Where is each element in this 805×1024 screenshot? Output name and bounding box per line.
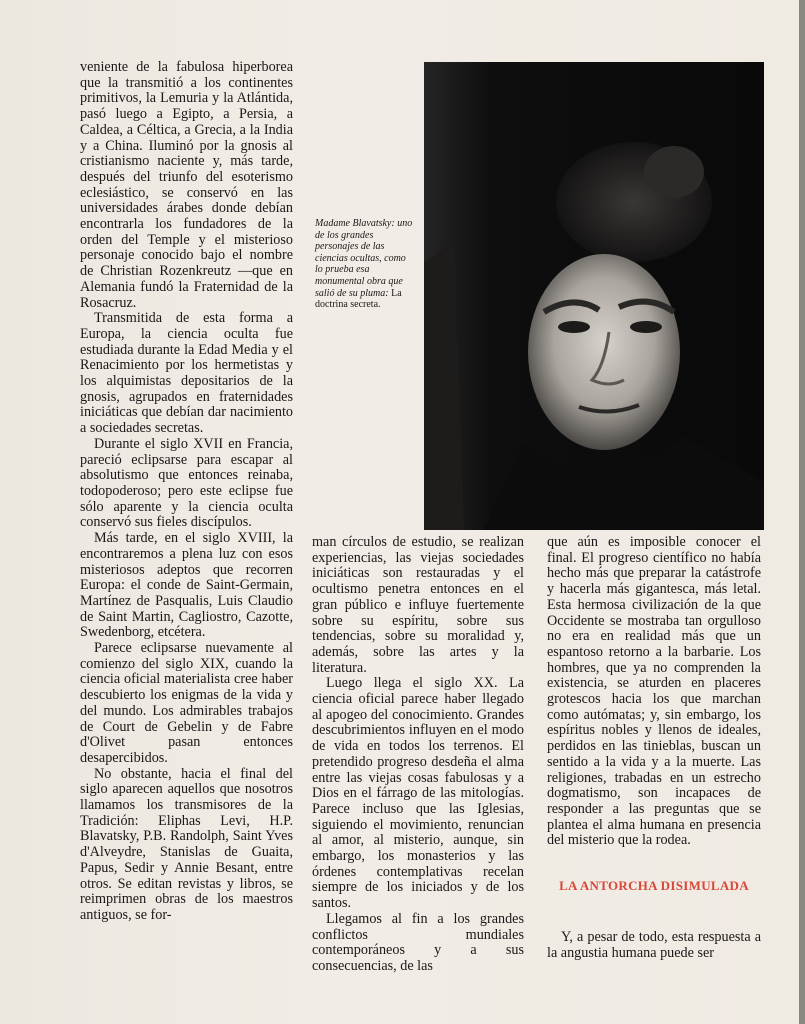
paragraph: veniente de la fabulosa hiperborea que la transmitió a los continentes primitivos, la Lemuria y la Atlántida, pasó luego a Egipto, a Persia, a Caldea, a Céltica, a Grecia, a la India y a China. Iluminó por la gnosis al cristianismo naciente y, más tarde, después del triunfo del esoterismo eclesiástico, se conservó en las universidades árabes donde debían encontrarla los fundadores de la orden del Temple y el misterioso personaje conocido bajo el nombre de Christian Rozenkreutz —que en Alemania fundó la Fraternidad de la Rosacruz. bbox=[80, 59, 293, 311]
caption-book-title: La doctrina secreta. bbox=[315, 287, 402, 311]
paragraph: Llegamos al fin a los grandes conflictos mundiales contemporáneos y a sus consecuencias, de las bbox=[312, 910, 524, 974]
paragraph: Parece eclipsarse nuevamente al comienzo del siglo XIX, cuando la ciencia oficial materialista cree haber descubierto los enigmas de la vida y del mundo. Los admirables trabajos de Court de Gebelin y de Fabre d'Olivet pasan entonces desapercibidos. bbox=[80, 640, 293, 766]
paragraph: No obstante, hacia el final del siglo aparecen aquellos que nosotros llamamos los transmisores de la Tradición: Eliphas Levi, H.P. Blavatsky, P.B. Randolph, Saint Yves d'Alveydre, Stanislas de Guaita, Papus, Sedir y Annie Besant, entre otros. Se editan revistas y libros, se reimprimen obras de los maestros antiguos, se for- bbox=[80, 765, 293, 923]
text-column-middle bbox=[312, 535, 524, 975]
text-column-right bbox=[547, 535, 761, 849]
photo-caption bbox=[315, 218, 415, 311]
portrait-photo bbox=[424, 62, 764, 530]
paragraph: man círculos de estudio, se realizan experiencias, las viejas sociedades iniciáticas son restauradas y el ocultismo penetra entonces en el gran público e influye fuertemente sobre su espíritu, sobre sus tendencias, sobre su moralidad y, además, sobre las artes y la literatura. bbox=[312, 534, 524, 676]
paragraph: Durante el siglo XVII en Francia, pareció eclipsarse para escapar al absolutismo que entonces reinaba, todopoderoso; pero este eclipse fue sólo aparente y la ciencia oculta conservó sus fieles discípulos. bbox=[80, 435, 293, 531]
paragraph: Y, a pesar de todo, esta respuesta a la angustia humana puede ser bbox=[547, 929, 761, 961]
portrait-image bbox=[424, 62, 764, 530]
text-column-left bbox=[80, 60, 293, 924]
paragraph: Más tarde, en el siglo XVIII, la encontraremos a plena luz con esos misteriosos adeptos que recorren Europa: el conde de Saint-Germain, Martínez de Pasqualis, Luis Claudio de Saint Martin, Cagliostro, Cazotte, Swedenborg, etcétera. bbox=[80, 530, 293, 641]
paragraph: Luego llega el siglo XX. La ciencia oficial parece haber llegado al apogeo del conocimiento. Grandes descubrimientos influyen en el modo de vida en todos los terrenos. El pretendido progreso desdeña el alma entre las viejas cosas fabulosas y a Dios en el fárrago de las mitologías. Parece incluso que las Iglesias, siguiendo el movimiento, renuncian al amor, al misterio, aunque, sin embargo, los monasterios y las órdenes contemplativas recelan siempre de los iniciados y de los santos. bbox=[312, 675, 524, 912]
caption-italic: Madame Blavatsky: uno de los grandes personajes de las ciencias ocultas, como lo prueba esa monumental obra que salió de su pluma: bbox=[315, 218, 413, 299]
page-edge bbox=[799, 0, 805, 1024]
text-column-right-after-heading bbox=[547, 930, 761, 961]
paragraph: Transmitida de esta forma a Europa, la ciencia oculta fue estudiada durante la Edad Media y el Renacimiento por los hermetistas y los alquimistas depositarios de la gnosis, agrupados en fraternidades iniciáticas que debían dar nacimiento a sociedades secretas. bbox=[80, 310, 293, 437]
paragraph: que aún es imposible conocer el final. El progreso científico no había hecho más que preparar la catástrofe y hacerla más gigantesca, más letal. Esta hermosa civilización de la que Occidente se mostraba tan orgulloso no era en realidad más que un espantoso retorno a la barbarie. Los hombres, que ya no comprenden la existencia, se aturden en placeres grotescos hacia los que marchan como autómatas; y, sin embargo, los espíritus nobles y llenos de ideales, perdidos en las tinieblas, buscan un sentido a la vida y a la muerte. Las religiones, trabadas en un estrecho dogmatismo, son incapaces de responder a las preguntas que se plantea el alma humana en presencia del misterio que la rodea. bbox=[547, 534, 761, 849]
section-heading: LA ANTORCHA DISIMULADA bbox=[559, 878, 749, 893]
